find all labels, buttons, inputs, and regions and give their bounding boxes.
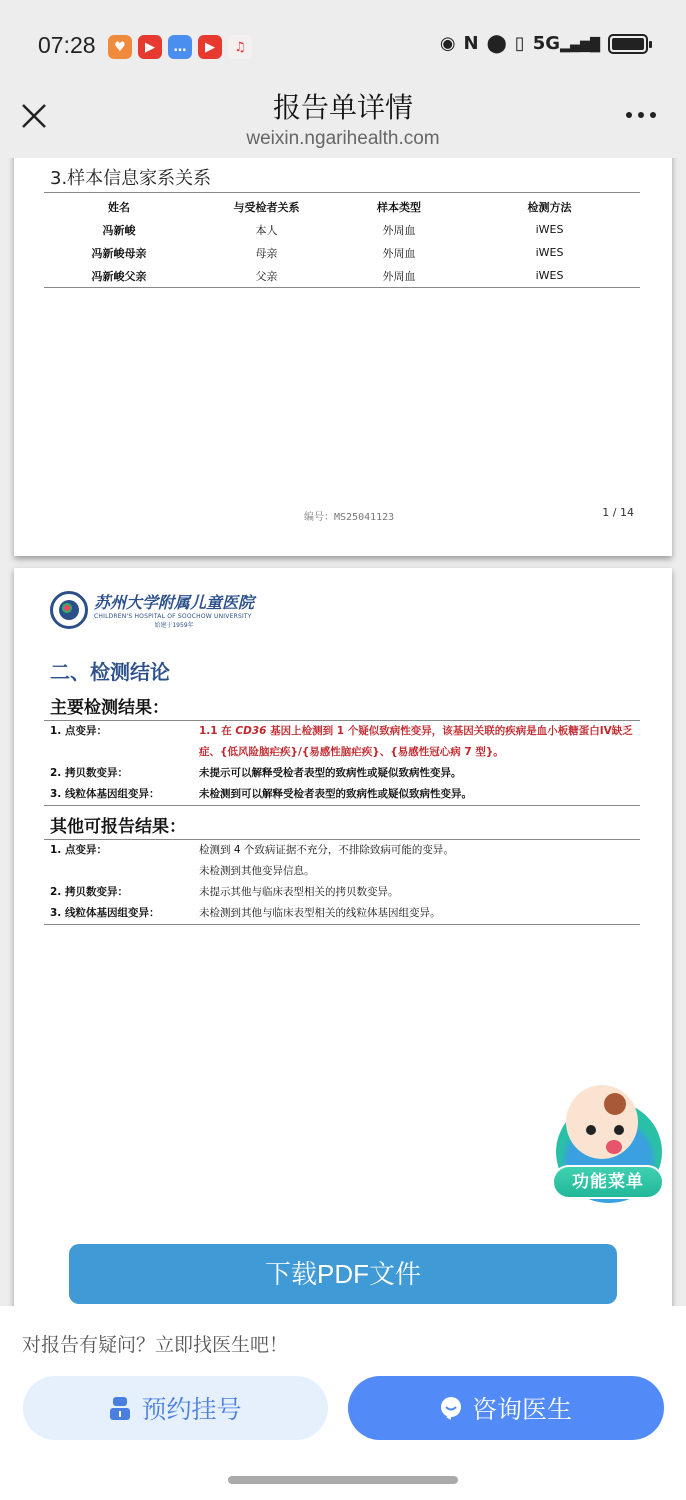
result-key: 1. 点变异： [50,725,107,737]
status-time: 07:28 [38,32,96,58]
video-app-2-icon: ▶ [198,35,222,59]
eye-icon: ◉ [439,33,456,54]
result-row [44,784,640,805]
more-icon-dot [650,112,656,118]
mascot-pacifier [606,1140,622,1154]
result-value: 未检测到其他与临床表型相关的线粒体基因组变异。 [199,907,441,919]
divider [44,192,640,193]
cell: 外周血 [382,223,416,237]
result-value [199,721,640,763]
book-appointment-button[interactable] [23,1376,328,1440]
signal-icon: 5G▂▄▆█ [532,33,600,54]
bottom-action-bar [0,1306,686,1500]
more-icon-dot [638,112,644,118]
cell: iWES [535,223,564,236]
header-method: 检测方法 [527,200,572,214]
report-code: 编号：MS25041123 [304,512,395,523]
result-row [44,763,640,784]
download-pdf-button[interactable]: 下载PDF文件 [69,1244,617,1304]
cell: 冯新峻父亲 [91,269,147,283]
result-row [44,882,640,903]
cell: 冯新峻 [102,223,136,237]
header-sample: 样本类型 [377,200,421,214]
result-value: 检测到 4 个致病证据不充分，不排除致病可能的变异。 [199,844,454,856]
video-app-icon: ▶ [138,35,162,59]
health-app-icon: ♥ [108,35,132,59]
message-app-icon: … [168,35,192,59]
result-row [44,721,640,763]
table-header [44,195,640,218]
cell: 外周血 [382,269,416,283]
section-title: 3.样本信息家系关系 [50,168,212,189]
baby-mascot-icon [566,1085,638,1159]
function-menu-button[interactable] [552,1085,664,1207]
result-key: 1. 点变异： [50,844,107,856]
mascot-eye [614,1125,624,1135]
report-page-1 [14,158,672,556]
consult-label: 咨询医生 [471,1396,572,1424]
vibrate-icon: ▯ [514,33,525,54]
result-value: 未提示可以解释受检者表型的致病性或疑似致病性变异。 [199,767,462,779]
other-results-table [44,840,640,924]
more-icon [626,112,632,118]
doctor-icon [109,1396,131,1420]
value-post: 基因上检测到 1 个疑似致病性变异，该基因关联的疾病是血小板糖蛋白IV缺乏症、{低风险脑疟疾}/{易感性脑疟疾}、{易感性冠心病 7 型}。 [199,725,633,758]
consult-doctor-button[interactable] [348,1376,664,1440]
doctor-prompt: 对报告有疑问？立即找医生吧！ [22,1334,289,1356]
header-relation: 与受检者关系 [233,200,300,214]
result-row [44,840,640,861]
cell: iWES [535,269,564,282]
result-key: 3. 线粒体基因组变异： [50,907,160,919]
mascot-hair [604,1093,626,1115]
logo-year: 始建于1959年 [154,622,194,629]
page-domain: weixin.ngarihealth.com [246,128,440,149]
location-icon: ⬤ [486,33,507,54]
cell: 母亲 [255,246,278,260]
result-value: 未检测到其他变异信息。 [199,865,315,877]
result-key: 3. 线粒体基因组变异： [50,788,160,800]
status-bar [0,0,686,92]
function-menu-label: 功能菜单 [552,1165,664,1199]
home-indicator[interactable] [228,1476,458,1484]
result-value: 未提示其他与临床表型相关的拷贝数变异。 [199,886,399,898]
logo-en: CHILDREN'S HOSPITAL OF SOOCHOW UNIVERSITY [94,613,252,620]
result-row [44,861,640,882]
conclusion-title: 二、检测结论 [50,660,170,684]
family-table [44,195,640,287]
gene-name: CD36 [235,725,267,737]
divider [44,287,640,288]
main-results-table [44,721,640,805]
cell: 父亲 [255,269,278,283]
logo-text [94,590,254,629]
cell: iWES [535,246,564,259]
divider [44,924,640,925]
logo-cn: 苏州大学附属儿童医院 [94,593,255,612]
table-row [44,218,640,241]
result-key: 2. 拷贝数变异： [50,767,128,779]
nfc-icon: N [463,33,479,54]
result-value: 未检测到可以解释受检者表型的致病性或疑似致病性变异。 [199,788,472,800]
book-label: 预约挂号 [141,1396,242,1424]
more-button[interactable] [626,112,656,118]
hospital-emblem-icon [50,591,88,629]
main-results-title: 主要检测结果： [50,698,169,718]
hospital-logo [50,590,254,629]
cell: 外周血 [382,246,416,260]
system-icons [440,33,648,54]
result-key: 2. 拷贝数变异： [50,886,128,898]
value-pre: 1.1 在 [199,725,236,737]
table-row [44,264,640,287]
result-key [44,861,199,882]
result-row [44,903,640,924]
other-results-title: 其他可报告结果： [50,817,186,837]
divider [44,805,640,806]
battery-icon [608,34,648,54]
table-row [44,241,640,264]
music-app-icon: ♫ [228,35,252,59]
header-name: 姓名 [108,200,130,214]
nav-bar [0,84,686,158]
cell: 本人 [255,223,278,237]
mascot-eye [586,1125,596,1135]
chat-bubble-icon [440,1396,462,1420]
cell: 冯新峻母亲 [91,246,147,260]
page-title: 报告单详情 [272,91,413,124]
page-indicator: 1 / 14 [602,506,634,519]
